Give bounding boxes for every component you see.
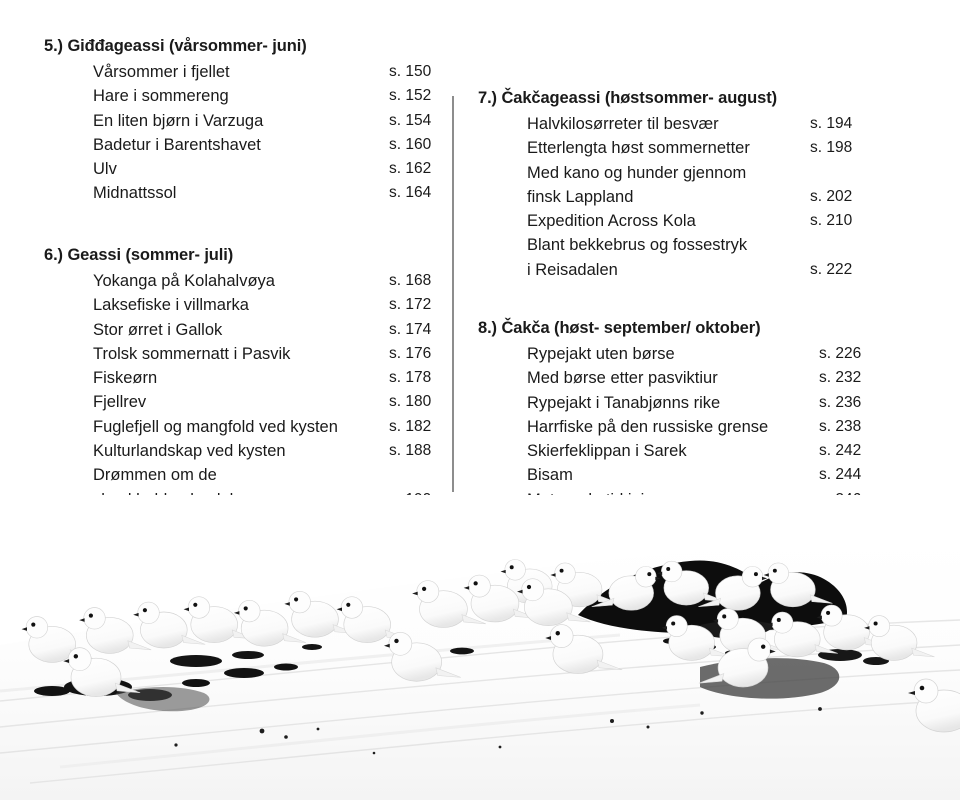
toc-section-6 xyxy=(44,245,432,512)
toc-entry-label: Med børse etter pasviktiur xyxy=(527,369,718,388)
toc-entry-label: Ulv xyxy=(93,160,117,179)
toc-entry-label: Vårsommer i fjellet xyxy=(93,63,230,81)
toc-entry-page: s. 154 xyxy=(389,111,432,129)
toc-entry-page: s. 174 xyxy=(389,320,432,338)
toc-entry[interactable] xyxy=(93,342,432,366)
toc-entry-label: Hare i sommereng xyxy=(93,87,229,106)
toc-entry-label: Fiskeørn xyxy=(93,369,158,388)
toc-entry[interactable] xyxy=(527,366,862,390)
toc-entry-label: Rypejakt i Tanabjønns rike xyxy=(527,393,721,412)
toc-entry[interactable] xyxy=(93,157,432,181)
toc-entry-label: Expedition Across Kola xyxy=(527,212,696,231)
toc-entry[interactable] xyxy=(527,415,862,439)
toc-entry-page: s. 160 xyxy=(389,135,432,153)
toc-entry[interactable] xyxy=(527,258,853,282)
toc-entry-label: Med kano og hunder gjennom xyxy=(527,163,747,182)
toc-entry[interactable] xyxy=(93,84,432,108)
toc-entry[interactable] xyxy=(527,185,853,209)
toc-entry-label: Stor ørret i Gallok xyxy=(93,320,223,339)
toc-entry-page: s. 162 xyxy=(389,160,432,178)
toc-entry-page: s. 180 xyxy=(389,393,432,411)
toc-entry[interactable] xyxy=(527,439,862,463)
toc-entry[interactable] xyxy=(93,366,432,390)
toc-entry-label: En liten bjørn i Varzuga xyxy=(93,111,264,130)
toc-column-left xyxy=(0,0,452,520)
toc-column-right xyxy=(452,0,960,520)
toc-entry[interactable] xyxy=(527,463,862,487)
toc-entry-label: Harrfiske på den russiske grense xyxy=(527,417,769,436)
toc-entry-page: s. 242 xyxy=(819,442,862,460)
toc-entry-label: Trolsk sommernatt i Pasvik xyxy=(93,344,291,363)
toc-entry-page: s. 168 xyxy=(389,272,432,289)
toc-entry-page: s. 226 xyxy=(819,345,862,362)
section-entries xyxy=(527,342,862,512)
section-title: 7.) Čakčageassi (høstsommer- august) xyxy=(478,89,777,107)
toc-entry[interactable] xyxy=(93,109,432,133)
section-title: 8.) Čakča (høst- september/ oktober) xyxy=(478,319,761,337)
toc-entry-label: Yokanga på Kolahalvøya xyxy=(93,272,275,290)
toc-entry-label: Laksefiske i villmarka xyxy=(93,296,249,315)
section-title: 5.) Giđđageassi (vårsommer- juni) xyxy=(44,37,307,55)
toc-entry[interactable] xyxy=(527,209,853,233)
toc-entry-page: s. 198 xyxy=(810,139,853,157)
toc-section-7 xyxy=(478,88,853,282)
toc-entry[interactable] xyxy=(527,161,777,185)
toc-entry[interactable] xyxy=(527,233,777,257)
ptarmigan-photograph xyxy=(0,495,960,800)
toc-entry-label: Halvkilosørreter til besvær xyxy=(527,115,719,133)
toc-entry[interactable] xyxy=(93,293,432,317)
toc-entry-page: s. 178 xyxy=(389,369,432,387)
toc-section-5 xyxy=(44,36,432,206)
toc-entry[interactable] xyxy=(93,463,233,487)
toc-entry-label: Fuglefjell og mangfold ved kysten xyxy=(93,417,338,436)
toc-entry[interactable] xyxy=(527,136,853,160)
toc-entry-label: Badetur i Barentshavet xyxy=(93,135,261,154)
toc-entry[interactable] xyxy=(93,318,432,342)
toc-entry[interactable] xyxy=(93,390,432,414)
toc-entry-page: s. 176 xyxy=(389,344,432,362)
toc-entry-label: Blant bekkebrus og fossestryk xyxy=(527,236,748,255)
toc-entry-label: Rypejakt uten børse xyxy=(527,345,675,363)
toc-entry-page: s. 238 xyxy=(819,417,862,435)
toc-entry[interactable] xyxy=(93,415,432,439)
toc-entry-page: s. 194 xyxy=(810,115,853,132)
toc-entry-page: s. 232 xyxy=(819,369,862,387)
toc-entry[interactable] xyxy=(93,439,432,463)
toc-entry-label: Drømmen om de xyxy=(93,466,217,485)
toc-entry-page: s. 172 xyxy=(389,296,432,314)
toc-section-8 xyxy=(478,318,862,512)
toc-entry-label: Midnattssol xyxy=(93,184,177,203)
toc-entry-page: s. 152 xyxy=(389,87,432,105)
toc-entry-page: s. 150 xyxy=(389,63,432,80)
toc-entry[interactable] xyxy=(93,269,432,293)
toc-entry-page: s. 244 xyxy=(819,466,862,484)
toc-entry[interactable] xyxy=(527,342,862,366)
toc-entry-label: Etterlengta høst sommernetter xyxy=(527,139,750,158)
section-entries xyxy=(93,269,432,512)
toc-entry-page: s. 236 xyxy=(819,393,862,411)
toc-entry-label: Skierfeklippan i Sarek xyxy=(527,442,687,461)
toc-entry[interactable] xyxy=(93,60,432,84)
toc-entry-page: s. 188 xyxy=(389,442,432,460)
toc-entry-label: Kulturlandskap ved kysten xyxy=(93,442,286,461)
toc-entry-label: Fjellrev xyxy=(93,393,147,412)
section-title: 6.) Geassi (sommer- juli) xyxy=(44,246,234,264)
toc-entry-label: i Reisadalen xyxy=(527,260,618,279)
toc-entry[interactable] xyxy=(527,112,853,136)
toc-entry-page: s. 202 xyxy=(810,187,853,205)
toc-entry-label: Bisam xyxy=(527,466,573,485)
toc-entry-page: s. 222 xyxy=(810,260,853,278)
toc-entry-label: finsk Lappland xyxy=(527,187,634,206)
toc-entry-page: s. 210 xyxy=(810,212,853,230)
toc-entry[interactable] xyxy=(93,133,432,157)
toc-entry-page: s. 182 xyxy=(389,417,432,435)
toc-entry[interactable] xyxy=(527,391,862,415)
toc-entry[interactable] xyxy=(93,181,432,205)
toc-entry-page: s. 164 xyxy=(389,184,432,202)
section-entries xyxy=(527,112,853,282)
section-entries xyxy=(93,60,432,206)
